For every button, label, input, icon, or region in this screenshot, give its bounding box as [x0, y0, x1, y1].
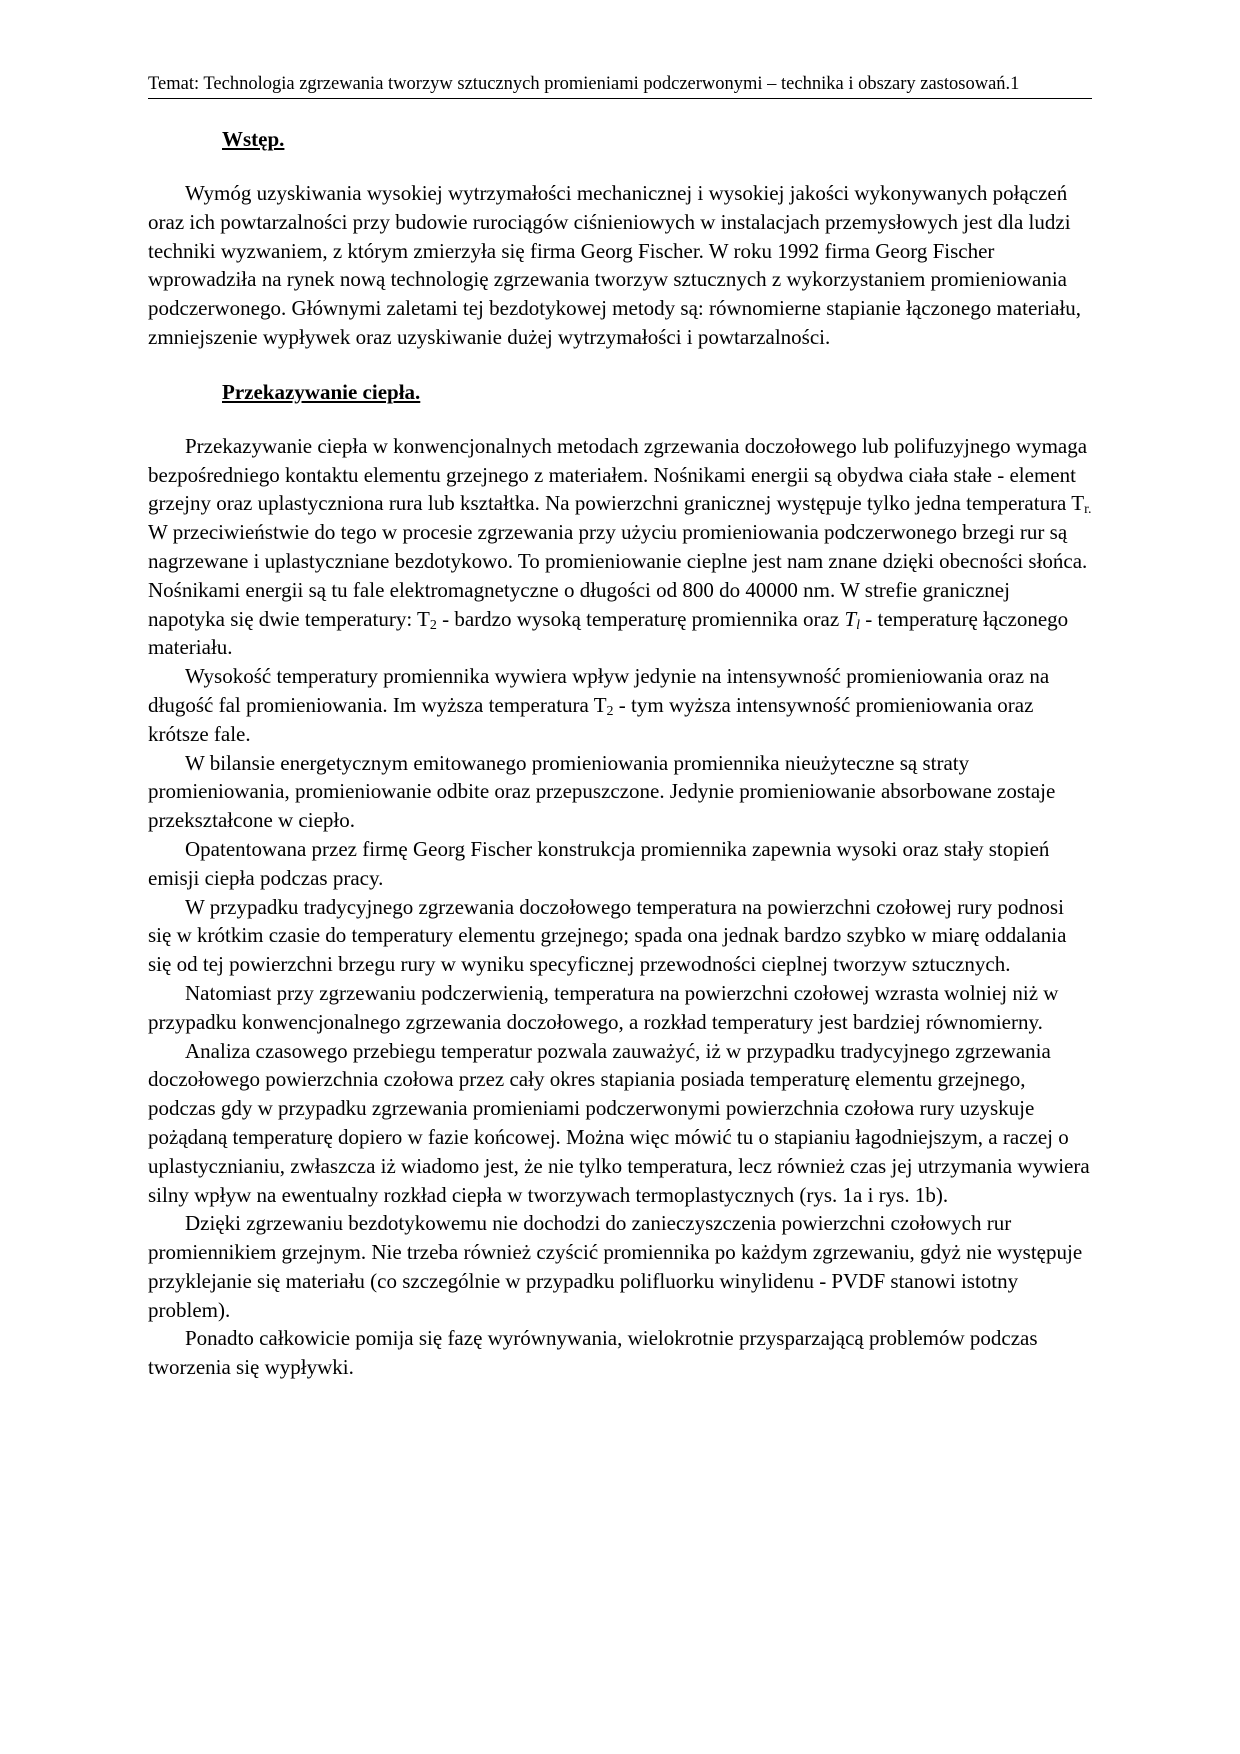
paragraph-heat-transfer-2 [148, 662, 1092, 748]
subscript-l: l [856, 617, 861, 633]
paragraph-intro: Wymóg uzyskiwania wysokiej wytrzymałości mechanicznej i wysokiej jakości wykonywanych połączeń oraz ich powtarzalności przy budowie rurociągów ciśnieniowych w instalacjach przemysłowych jest dla ludzi techniki wyzwaniem, z którym zmierzyła się firma Georg Fischer. W roku 1992 firma Georg Fischer wprowadziła na rynek nową technologię zgrzewania tworzyw sztucznych z wykorzystaniem promieniowania podczerwonego. Głównymi zaletami tej bezdotykowej metody są: równomierne stapianie łączonego materiału, zmniejszenie wypływek oraz uzyskiwanie dużej wytrzymałości i powtarzalności. [148, 181, 1082, 349]
paragraph-heat-transfer-1 [148, 432, 1092, 662]
subscript-r: r. [1084, 502, 1092, 518]
paragraph-infrared-welding: Natomiast przy zgrzewaniu podczerwienią, temperatura na powierzchni czołowej wzrasta wolniej niż w przypadku konwencjonalnego zgrzewania doczołowego, a rozkład temperatury jest bardziej równomierny. [148, 980, 1059, 1034]
paragraph-energy-balance: W bilansie energetycznym emitowanego promieniowania promiennika nieużyteczne są straty promieniowania, promieniowanie odbite oraz przepuszczone. Jedynie promieniowanie absorbowane zostaje przekształcone w ciepło. [148, 750, 1056, 833]
paragraph-traditional-welding: W przypadku tradycyjnego zgrzewania doczołowego temperatura na powierzchni czołowej rury podnosi się w krótkim czasie do temperatury elementu grzejnego; spada ona jednak bardzo szybko w miarę oddalania się od tej powierzchni brzegu rury w wyniku specyficznej przewodności cieplnej tworzyw sztucznych. [148, 894, 1067, 977]
running-header: Temat: Technologia zgrzewania tworzyw sztucznych promieniami podczerwonymi – technika i obszary zastosowań.1 [148, 72, 1092, 99]
paragraph-text: Przekazywanie ciepła w konwencjonalnych metodach zgrzewania doczołowego lub polifuzyjnego wymaga bezpośredniego kontaktu elementu grzejnego z materiałem. Nośnikami energii są obydwa ciała stałe - element grzejny oraz uplastyczniona rura lub kształtka. Na powierzchni granicznej występuje tylko jedna temperatura T [148, 433, 1088, 516]
paragraph-text: W przeciwieństwie do tego w procesie zgrzewania przy użyciu promieniowania podczerwonego brzegi rur są nagrzewane i uplastyczniane bezdotykowo. To promieniowanie cieplne jest nam znane dzięki obecności słońca. Nośnikami energii są tu fale elektromagnetyczne o długości od 800 do 40000 nm. W strefie granicznej napotyka się dwie temperatury: T [148, 520, 1088, 631]
paragraph-equalization: Ponadto całkowicie pomija się fazę wyrównywania, wielokrotnie przysparzającą problemów podczas tworzenia się wypływki. [148, 1326, 1038, 1380]
document-page [148, 72, 1092, 1382]
paragraph-contactless: Dzięki zgrzewaniu bezdotykowemu nie dochodzi do zanieczyszczenia powierzchni czołowych rur promiennikiem grzejnym. Nie trzeba również czyścić promiennika po każdym zgrzewaniu, gdyż nie występuje przyklejanie się materiału (co szczególnie w przypadku polifluorku winylidenu - PVDF stanowi istotny problem). [148, 1211, 1083, 1322]
paragraph-text: Wysokość temperatury promiennika wywiera wpływ jedynie na intensywność promieniowania oraz na długość fal promieniowania. Im wyższa temperatura T [148, 664, 1050, 717]
section-heading-intro: Wstęp. [222, 127, 285, 151]
paragraph-text: - bardzo wysoką temperaturę promiennika oraz [436, 606, 845, 631]
subscript-2: 2 [429, 617, 437, 633]
italic-temperature-symbol: T [844, 606, 857, 631]
paragraph-analysis: Analiza czasowego przebiegu temperatur pozwala zauważyć, iż w przypadku tradycyjnego zgrzewania doczołowego powierzchnia czołowa przez cały okres stapiania posiada temperaturę elementu grzejnego, podczas gdy w przypadku zgrzewania promieniami podczerwonymi powierzchnia czołowa rury uzyskuje pożądaną temperaturę dopiero w fazie końcowej. Można więc mówić tu o stapianiu łagodniejszym, a raczej o uplastycznianiu, zwłaszcza iż wiadomo jest, że nie tylko temperatura, lecz również czas jej utrzymania wywiera silny wpływ na ewentualny rozkład ciepła w tworzywach termoplastycznych (rys. 1a i rys. 1b). [148, 1038, 1090, 1207]
paragraph-text: - temperaturę łączonego materiału. [148, 606, 1069, 660]
section-heading-heat-transfer: Przekazywanie ciepła. [222, 379, 421, 404]
paragraph-text: - tym wyższa intensywność promieniowania oraz krótsze fale. [148, 692, 1034, 746]
subscript-2: 2 [606, 703, 614, 719]
paragraph-patent: Opatentowana przez firmę Georg Fischer konstrukcja promiennika zapewnia wysoki oraz stały stopień emisji ciepła podczas pracy. [148, 836, 1050, 890]
